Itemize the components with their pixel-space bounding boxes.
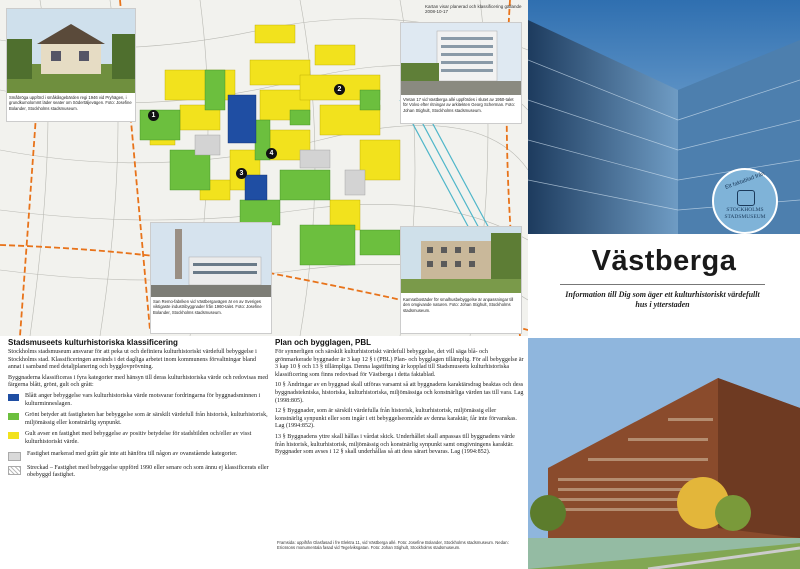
blue-swatch <box>8 394 19 401</box>
legend-text-yellow: Gult avser en fastighet med bebyggelse av positiv betydelse för stadsbilden och/eller av visst kulturhistoriskt värde. <box>25 431 252 445</box>
pbl-paragraph-12: 12 § Byggnader, som är särskilt värdefulla från historisk, kulturhistorisk, miljömässig eller konstnärlig synpunkt eller som ingår i ett bebyggelseområde av denna karaktär, får inte förvanskas. Lag (1994:852). <box>275 408 517 430</box>
caption-3: San Remo-fabriken vid Västbergavägen är en av Sveriges viktigaste industribyggnader från 1960-talet. Foto: Josefine Bolander, Stockholms stadsmuseum. <box>153 299 262 315</box>
pbl-intro: För synnerligen och särskilt kulturhistoriskt värdefull bebyggelse, det vill säga blå- och grönmarkerade byggnader är 3 kap 12 § i (PBL) Plan- och bygglagen tillämplig. För all bebyggelse är 3 kap 10 § och 13 § tillämpliga. Denna lagstiftning är kopplad till Stadsmuseets kulturhistoriska klassificering som finns redovisad för Västberga i detta faktablad. <box>275 349 524 378</box>
legend-grey <box>8 451 270 461</box>
classification-heading: Stadsmuseets kulturhistoriska klassificering <box>8 338 178 347</box>
pbl-heading: Plan och bygglagen, PBL <box>275 338 372 347</box>
title-divider <box>560 284 765 285</box>
hatched-swatch <box>8 466 21 475</box>
legend-text-grey: Fastighet markerad med grått går inte att hänföra till någon av ovanstående kategorier. <box>27 450 238 457</box>
map-marker-2: 2 <box>334 84 345 95</box>
ericsson-building-photo <box>528 338 800 569</box>
pbl-section <box>275 338 525 460</box>
yellow-swatch <box>8 432 19 439</box>
photo-2-office <box>400 22 522 124</box>
map-marker-1: 1 <box>148 110 159 121</box>
classification-intro: Stockholms stadsmuseum ansvarar för att peka ut och definiera kulturhistoriskt värdefull bebyggelse i Stockholms stad. Klassificeringen används i det dagliga arbetet inom kommunens förvaltningar bland annat i samband med detaljplanering och bygglovprövning. <box>8 349 257 371</box>
cover-subtitle: Information till Dig som äger ett kulturhistoriskt värdefullt hus i ytterstaden <box>565 290 760 309</box>
museum-seal-icon <box>737 190 755 206</box>
apartment-photo <box>401 227 521 293</box>
legend-text-hatched: Streckad – Fastighet med bebyggelse uppförd 1990 eller senare och som ännu ej klassificerats eller obebyggd fastighet. <box>27 464 269 479</box>
stadsmuseum-badge <box>712 168 778 234</box>
map-note: Kartan visar planerad och klassificering gällande 2008-10-17 <box>425 4 522 14</box>
legend-green <box>8 412 270 427</box>
factory-photo <box>151 223 271 297</box>
photo-1-house <box>6 8 136 122</box>
map-marker-4: 4 <box>266 148 277 159</box>
caption-1: Småbröga uppförd i småkåsgebärden regi 1946 vid Pryhägen, i grundkumolommt läder seater om Södertäljevägen. Foto: Josefine Bolander, Stockholms stadsmuseum. <box>9 95 132 111</box>
badge-line-3: STADSMUSEUM <box>724 214 766 220</box>
legend-hatched <box>8 465 270 480</box>
pbl-paragraph-10: 10 § Ändringar av en byggnad skall utföras varsamt så att byggnadens karaktärsdrag beaktas och dess byggnadstekniska, historiska, kulturhistoriska, miljömässiga och konstnärliga värden tas till vara. Lag (1998:805). <box>275 382 524 404</box>
map-marker-3: 3 <box>236 168 247 179</box>
classification-categories: Byggnaderna klassificeras i fyra kategorier med hänsyn till deras kulturhistoriska värde och redovisas med färgerna blått, grönt, gult och grått: <box>8 374 269 389</box>
classification-map <box>0 0 528 336</box>
badge-line-2: STOCKHOLMS <box>726 207 764 213</box>
caption-2: Vretan 17 vid Vastberga allé uppfördes i slutet av 1950-talet för Volvo efter ritningar av arkitekten Georg Scherman. Foto: Johan Stighult, Stockholms stadsmuseum. <box>403 97 515 113</box>
house-photo <box>7 9 135 93</box>
photo-4-apartments <box>400 226 522 334</box>
office-photo <box>401 23 521 95</box>
green-swatch <box>8 413 19 420</box>
photo-credits: Framsida: uppifrån Glasfasad i fre Elektra 11, vid Västberga allé. Foto: Josefine Bolander, Stockholms stadsmuseum. Nedan: Ericssons monumentala fasad vid Tegelviksgatan. Foto: Johan Stighult, Stockholms stadsmuseum. <box>277 540 509 551</box>
legend-text-green: Grönt betyder att fastigheten har bebyggelse som är särskilt värdefull från historisk, kulturhistorisk, miljömässig eller konstnärlig synpunkt. <box>25 412 268 426</box>
pbl-paragraph-13: 13 § Byggnadens yttre skall hållas i vårdat skick. Underhållet skall anpassas till byggnadens värde från historisk, kulturhistorisk, miljömässig och konstnärlig synpunkt samt omgivningens karaktär. Byggnader som avses i 12 § skall underhållas så att dess särart bevaras. Lag (1994:852). <box>275 433 515 456</box>
legend-text-blue: Blått anger bebyggelse vars kulturhistoriska värde motsvarar fordringarna för byggnadsminnen i kulturminneslagen. <box>25 392 261 407</box>
caption-4: Kamratbostäder för smalhusbebyggelse är anpassningar till den omgivande naturen. Foto: Johan Stighult, Stockholms stadsmuseum. <box>403 297 514 313</box>
cover-photo-ericsson <box>528 338 800 569</box>
photo-3-factory <box>150 222 272 334</box>
legend-blue <box>8 393 270 408</box>
classification-section <box>8 338 270 484</box>
cover-title: Västberga <box>591 245 737 277</box>
badge-line-1: Ett faktablad från <box>724 171 766 191</box>
legend-yellow <box>8 431 270 446</box>
grey-swatch <box>8 452 21 461</box>
